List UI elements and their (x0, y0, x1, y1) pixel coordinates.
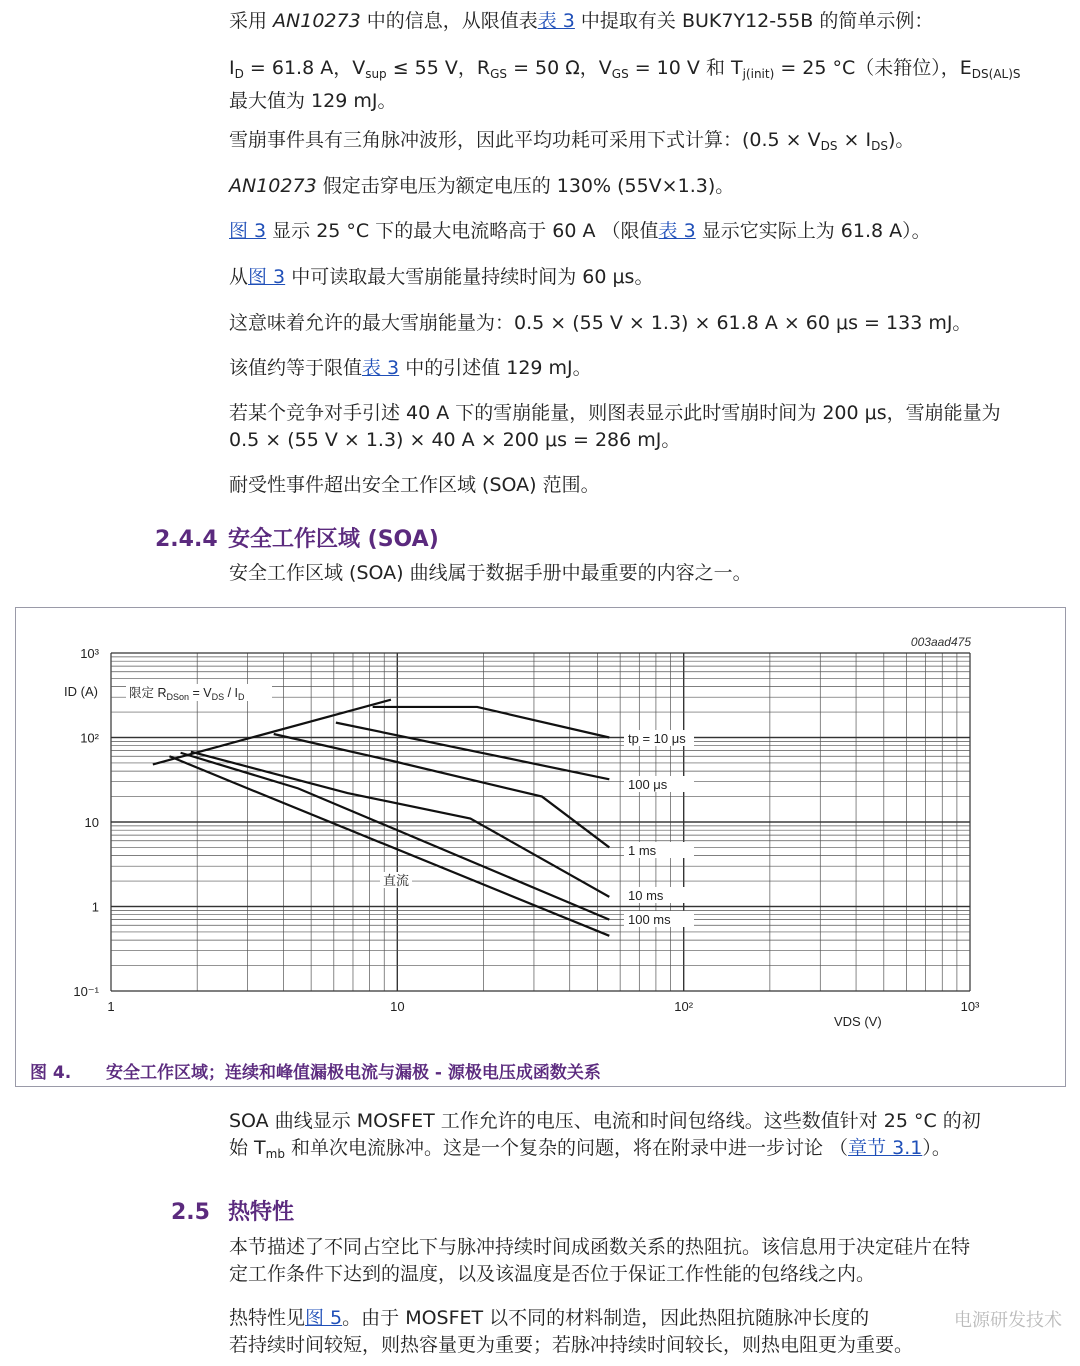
text: 始 T (229, 1137, 266, 1159)
max-current-paragraph (229, 218, 1069, 245)
table-3-link[interactable]: 表 3 (658, 220, 696, 242)
y-tick-label: 10⁻¹ (73, 984, 99, 999)
text: = 61.8 A，V (243, 57, 366, 79)
table-3-link[interactable]: 表 3 (537, 10, 575, 32)
soa-curve-5 (181, 753, 610, 920)
text: × I (837, 129, 872, 151)
text: = 10 V 和 T (628, 57, 743, 79)
duration-paragraph (229, 264, 1069, 291)
sub: mb (265, 1147, 285, 1161)
text: 雪崩事件具有三角脉冲波形，因此平均功耗可采用下式计算：(0.5 × V (229, 129, 821, 151)
text: 该值约等于限值 (229, 357, 363, 379)
sub: DS (871, 139, 888, 153)
text: 显示它实际上为 61.8 A）。 (695, 220, 931, 242)
text: 热特性见 (229, 1307, 306, 1329)
section-3-1-link[interactable]: 章节 3.1 (848, 1137, 923, 1159)
avalanche-paragraph (229, 127, 1069, 160)
doc-ref: AN10273 (229, 175, 317, 197)
text: 0.5 × (55 V × 1.3) × 40 A × 200 μs = 286 mJ。 (229, 429, 681, 451)
table-3-link[interactable]: 表 3 (362, 357, 400, 379)
y-tick-label: 10³ (80, 646, 99, 661)
energy-paragraph: 这意味着允许的最大雪崩能量为：0.5 × (55 V × 1.3) × 61.8 A × 60 μs = 133 mJ。 (229, 312, 972, 334)
intro-paragraph (229, 8, 1069, 35)
soa-chart (16, 608, 1065, 1086)
text: 假定击穿电压为额定电压的 130% (55V×1.3)。 (316, 175, 735, 197)
figure-3-link[interactable]: 图 3 (248, 266, 286, 288)
text: = 50 Ω，V (507, 57, 612, 79)
sub: GS (490, 67, 508, 81)
caption-number: 图 4. (30, 1063, 72, 1083)
text: 采用 (229, 10, 274, 32)
quoted-value-paragraph (229, 355, 1069, 382)
limit-label: 限定 $R_{DSon} = V_{DS} / I_D$ (129, 686, 245, 702)
text: 中可读取最大雪崩能量持续时间为 60 μs。 (285, 266, 654, 288)
text: 若持续时间较短，则热容量更为重要；若脉冲持续时间较长，则热电阻更为重要。 (229, 1334, 914, 1356)
curve-label: 1 ms (628, 843, 657, 858)
y-tick-label: 10 (84, 815, 99, 830)
sub: D (234, 67, 244, 81)
x-tick-label: 10 (390, 999, 405, 1014)
thermal-detail-paragraph (229, 1305, 1069, 1359)
text: 。由于 MOSFET 以不同的材料制造，因此热阻抗随脉冲长度的 (342, 1307, 870, 1329)
curve-label: tp = 10 μs (628, 731, 686, 746)
sub: sup (365, 67, 387, 81)
conditions-paragraph (229, 55, 1069, 115)
section-heading-2-4-4 (155, 522, 439, 553)
sub: DS(AL)S (971, 67, 1021, 81)
soa-description-paragraph (229, 1108, 1069, 1168)
curve-label: 100 μs (628, 777, 668, 792)
ruggedness-paragraph: 耐受性事件超出安全工作区域 (SOA) 范围。 (229, 474, 600, 496)
text: I (229, 57, 235, 79)
text: )。 (887, 129, 915, 151)
section-number: 2.5 (171, 1200, 210, 1225)
y-tick-label: 1 (91, 899, 99, 915)
text: 若某个竞争对手引述 40 A 下的雪崩能量，则图表显示此时雪崩时间为 200 μs，雪崩能量为 (229, 402, 1001, 424)
curve-label: 10 ms (628, 888, 664, 903)
x-tick-label: 10² (674, 999, 694, 1014)
y-tick-label: 10² (80, 730, 99, 746)
soa-curve-6 (169, 756, 609, 936)
soa-figure (15, 607, 1066, 1087)
figure-caption (30, 1058, 601, 1083)
curve-label: 100 ms (628, 912, 671, 927)
text: 定工作条件下达到的温度，以及该温度是否位于保证工作性能的包络线之内。 (229, 1263, 876, 1285)
text: 中的信息，从限值表 (360, 10, 538, 32)
section-heading-2-5 (171, 1195, 294, 1226)
text: ≤ 55 V，R (386, 57, 491, 79)
text: 中提取有关 BUK7Y12-55B 的简单示例： (574, 10, 934, 32)
caption-text: 安全工作区域；连续和峰值漏极电流与漏极 - 源极电压成函数关系 (106, 1063, 601, 1083)
section-number: 2.4.4 (155, 527, 218, 552)
sub: DS (820, 139, 838, 153)
x-tick-label: 1 (107, 999, 115, 1014)
section-title: 热特性 (228, 1200, 295, 1225)
dc-label: 直流 (383, 873, 410, 888)
text: ）。 (922, 1137, 951, 1159)
y-axis-label: ID (A) (64, 684, 98, 699)
sub: GS (611, 67, 629, 81)
soa-intro-paragraph: 安全工作区域 (SOA) 曲线属于数据手册中最重要的内容之一。 (229, 562, 752, 584)
breakdown-paragraph (229, 173, 1069, 200)
watermark: 电源研发技术 (954, 1310, 1062, 1331)
soa-curve-1 (373, 707, 610, 738)
text: 从 (229, 266, 249, 288)
text: 和单次电流脉冲。这是一个复杂的问题，将在附录中进一步讨论 （ (284, 1137, 849, 1159)
x-tick-label: 10³ (960, 999, 980, 1014)
figure-5-link[interactable]: 图 5 (305, 1307, 343, 1329)
section-title: 安全工作区域 (SOA) (228, 527, 439, 552)
text: 本节描述了不同占空比下与脉冲持续时间成函数关系的热阻抗。该信息用于决定硅片在特 (229, 1236, 971, 1258)
x-axis-label: VDS (V) (834, 1014, 882, 1029)
competitor-paragraph (229, 400, 1069, 454)
thermal-intro-paragraph (229, 1234, 1069, 1288)
figure-3-link[interactable]: 图 3 (229, 220, 267, 242)
figure-code: 003aad475 (910, 635, 971, 649)
text: SOA 曲线显示 MOSFET 工作允许的电压、电流和时间包络线。这些数值针对 25 °C 的初 (229, 1110, 981, 1132)
sub: j(init) (742, 67, 775, 81)
text: 显示 25 °C 下的最大电流略高于 60 A （限值 (266, 220, 659, 242)
doc-ref: AN10273 (273, 10, 361, 32)
text: = 25 °C（未箝位），E (774, 57, 972, 79)
text: 最大值为 129 mJ。 (229, 90, 397, 112)
text: 中的引述值 129 mJ。 (399, 357, 592, 379)
